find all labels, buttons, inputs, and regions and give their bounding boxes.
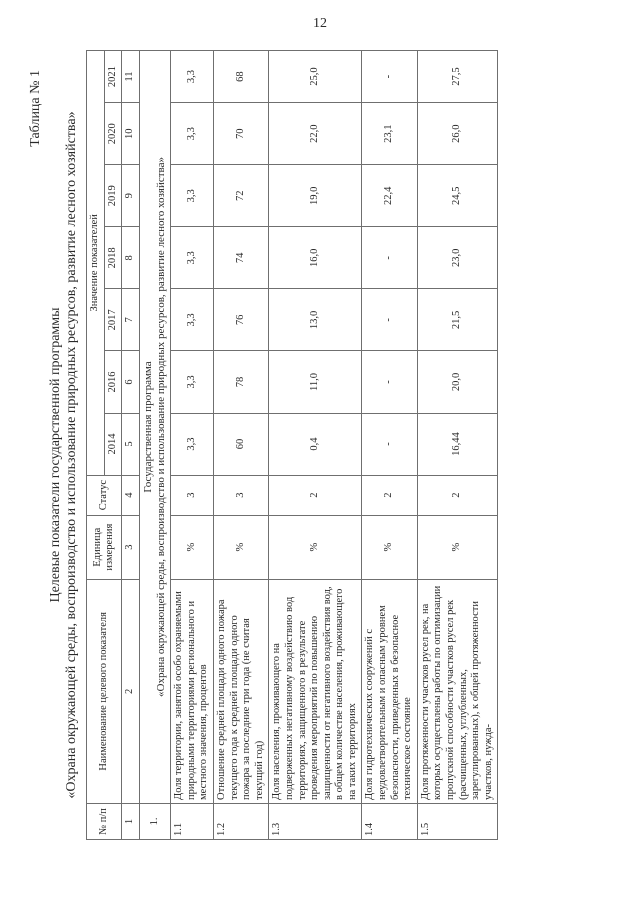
row-value: -	[362, 51, 417, 103]
program-name: «Охрана окружающей среды, воспроизводство и использование природных ресурсов, развитие лесного хозяйства»	[64, 111, 79, 799]
row-value: 78	[213, 351, 268, 413]
header-year: 2021	[104, 51, 122, 103]
table-heading: Целевые показатели государственной программы	[48, 307, 63, 603]
column-index: 9	[122, 165, 140, 227]
section-num: 1.	[139, 803, 170, 839]
row-value: -	[362, 227, 417, 289]
row-value: 3,3	[171, 351, 214, 413]
row-unit: %	[171, 515, 214, 579]
row-value: 22,4	[362, 165, 417, 227]
row-value: -	[362, 413, 417, 475]
row-status: 2	[269, 475, 362, 515]
row-value: 26,0	[417, 103, 498, 165]
table-row	[417, 51, 498, 840]
row-value: 11,0	[269, 351, 362, 413]
row-num: 1.1	[171, 803, 214, 839]
row-unit: %	[417, 515, 498, 579]
row-status: 2	[417, 475, 498, 515]
section-subtitle: «Охрана окружающей среды, воспроизводство и использование природных ресурсов, развитие лесного хозяйства»	[154, 157, 167, 697]
row-num: 1.3	[269, 803, 362, 839]
table-row	[362, 51, 417, 840]
table-row	[213, 51, 268, 840]
row-value: 3,3	[171, 227, 214, 289]
row-name: Доля населения, проживающего на подверженных негативному воздействию вод территориях, защищенного в результате проведения мероприятий по повышению защищенности от негативного воздействия вод, в общем количестве населения, проживающего на таких территориях	[269, 579, 362, 803]
row-status: 3	[171, 475, 214, 515]
row-name: Отношение средней площади одного пожара текущего года к средней площади одного пожара за последние три года (не считая текущий год)	[213, 579, 268, 803]
row-value: 20,0	[417, 351, 498, 413]
row-value: 23,0	[417, 227, 498, 289]
row-value: 27,5	[417, 51, 498, 103]
header-year: 2014	[104, 413, 122, 475]
row-unit: %	[362, 515, 417, 579]
row-num: 1.2	[213, 803, 268, 839]
column-index: 10	[122, 103, 140, 165]
row-value: 23,1	[362, 103, 417, 165]
row-unit: %	[213, 515, 268, 579]
row-value: 22,0	[269, 103, 362, 165]
header-year: 2018	[104, 227, 122, 289]
row-value: 3,3	[171, 103, 214, 165]
row-value: 3,3	[171, 51, 214, 103]
row-value: 74	[213, 227, 268, 289]
rotated-page-content	[0, 30, 640, 880]
header-name: Наименование целевого показателя	[87, 579, 122, 803]
table-row	[269, 51, 362, 840]
column-index: 3	[122, 515, 140, 579]
row-value: 76	[213, 289, 268, 351]
header-year: 2020	[104, 103, 122, 165]
row-value: 72	[213, 165, 268, 227]
header-values-group: Значение показателей	[87, 51, 105, 476]
row-value: 68	[213, 51, 268, 103]
row-num: 1.5	[417, 803, 498, 839]
row-value: -	[362, 289, 417, 351]
section-title: Государственная программа	[141, 361, 154, 493]
column-index: 8	[122, 227, 140, 289]
page-number: 12	[313, 16, 327, 31]
header-num: № п/п	[87, 803, 122, 839]
table-label: Таблица № 1	[28, 70, 43, 147]
row-unit: %	[269, 515, 362, 579]
table-row	[171, 51, 214, 840]
row-name: Доля протяженности участков русел рек, на которых осуществлены работы по оптимизации пропускной способности участков русел рек (расчищенных, углубленных, зарегулированных), к общей протяженности участков, нужда-	[417, 579, 498, 803]
row-value: -	[362, 351, 417, 413]
column-index: 1	[122, 803, 140, 839]
indicators-table	[86, 50, 498, 840]
header-status: Статус	[87, 475, 122, 515]
row-value: 3,3	[171, 413, 214, 475]
row-value: 24,5	[417, 165, 498, 227]
header-unit: Единица измерения	[87, 515, 122, 579]
header-row	[87, 51, 105, 840]
row-value: 3,3	[171, 289, 214, 351]
section-row	[139, 51, 170, 840]
column-index: 6	[122, 351, 140, 413]
row-value: 3,3	[171, 165, 214, 227]
header-year: 2017	[104, 289, 122, 351]
row-name: Доля территории, занятой особо охраняемыми природными территориями регионального и местного значения, процентов	[171, 579, 214, 803]
row-value: 25,0	[269, 51, 362, 103]
row-value: 0,4	[269, 413, 362, 475]
column-index: 2	[122, 579, 140, 803]
row-value: 13,0	[269, 289, 362, 351]
header-index-row	[122, 51, 140, 840]
row-value: 21,5	[417, 289, 498, 351]
row-num: 1.4	[362, 803, 417, 839]
row-value: 60	[213, 413, 268, 475]
row-value: 16,44	[417, 413, 498, 475]
row-value: 70	[213, 103, 268, 165]
header-year: 2019	[104, 165, 122, 227]
column-index: 7	[122, 289, 140, 351]
section-title-cell	[139, 51, 170, 804]
column-index: 11	[122, 51, 140, 103]
column-index: 4	[122, 475, 140, 515]
row-status: 3	[213, 475, 268, 515]
column-index: 5	[122, 413, 140, 475]
row-value: 19,0	[269, 165, 362, 227]
row-status: 2	[362, 475, 417, 515]
row-name: Доля гидротехнических сооружений с неудовлетворительным и опасным уровнем безопасности, приведенных в безопасное техническое состояние	[362, 579, 417, 803]
row-value: 16,0	[269, 227, 362, 289]
header-year: 2016	[104, 351, 122, 413]
